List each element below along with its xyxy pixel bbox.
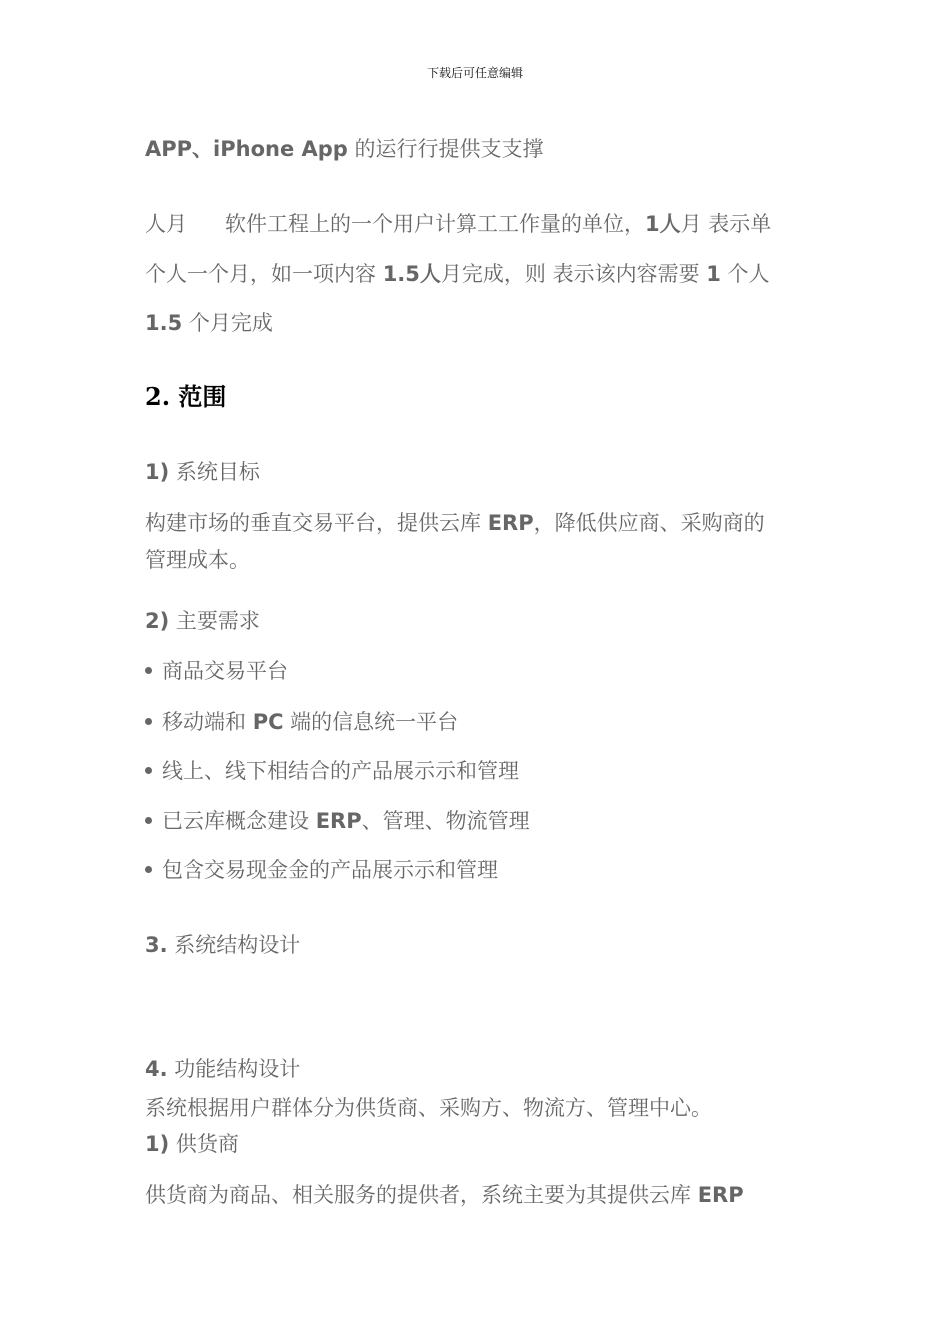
supplier-text: 供货商为商品、相关服务的提供者，系统主要为其提供云库 <box>145 1183 698 1207</box>
definition-text: 个月完成 <box>182 311 273 335</box>
list-item-bold: PC <box>252 710 284 734</box>
list-item <box>145 855 498 885</box>
list-item-text: 包含交易现金金的产品展示示和管理 <box>162 858 498 882</box>
list-item-text: 线上、线下相结合的产品展示示和管理 <box>162 759 519 783</box>
subheading-label: 供货商 <box>169 1132 239 1156</box>
goal-line-2: 管理成本。 <box>145 548 250 572</box>
page-header-note: 下载后可任意编辑 <box>426 66 523 80</box>
intro-text: 的运行行提供支支撑 <box>347 137 544 161</box>
subheading-main-requirements <box>145 606 260 636</box>
section-label: 功能结构设计 <box>167 1057 301 1081</box>
definition-text: 月 表示单 <box>680 212 772 236</box>
subheading-label: 系统目标 <box>169 460 260 484</box>
supplier-description <box>145 1180 744 1210</box>
goal-text: 构建市场的垂直交易平台，提供云库 <box>145 511 488 535</box>
list-item-text: 端的信息统一平台 <box>283 710 459 734</box>
definition-bold: 1.5 <box>145 311 183 335</box>
section-number: 3. <box>145 933 168 957</box>
section-4-heading <box>145 1054 300 1084</box>
list-item-text: 移动端和 <box>162 710 253 734</box>
goal-bold: ERP <box>487 511 534 535</box>
subheading-number: 1) <box>145 1132 170 1156</box>
section-label: 系统结构设计 <box>167 933 301 957</box>
subheading-number: 1) <box>145 460 170 484</box>
list-item <box>145 707 458 737</box>
bullet-icon <box>145 817 152 824</box>
list-item-text: 商品交易平台 <box>162 659 288 683</box>
bullet-icon <box>145 767 152 774</box>
definition-bold: 1 <box>706 262 721 286</box>
intro-bold: APP、iPhone App <box>145 137 348 161</box>
bullet-icon <box>145 718 152 725</box>
definition-text: 个人 <box>720 262 770 286</box>
supplier-bold: ERP <box>697 1183 744 1207</box>
definition-line-2 <box>145 259 770 289</box>
list-item <box>145 756 519 786</box>
subheading-system-goal <box>145 457 260 487</box>
definition-bold: 1.5人 <box>382 262 441 286</box>
section-4-description: 系统根据用户群体分为供货商、采购方、物流方、管理中心。 <box>145 1096 712 1120</box>
definition-text: 个人一个月，如一项内容 <box>145 262 383 286</box>
definition-line-1 <box>145 209 771 239</box>
subheading-number: 2) <box>145 609 170 633</box>
section-2-heading: 2. 范围 <box>145 382 227 411</box>
goal-text: ，降低供应商、采购商的 <box>533 511 765 535</box>
section-number: 4. <box>145 1057 168 1081</box>
section-3-heading <box>145 930 300 960</box>
list-item <box>145 806 530 836</box>
list-item <box>145 656 288 686</box>
goal-line-1 <box>145 508 765 538</box>
subheading-supplier <box>145 1129 239 1159</box>
definition-text: 月完成，则 表示该内容需要 <box>440 262 707 286</box>
list-item-bold: ERP <box>315 809 362 833</box>
intro-line <box>145 134 544 164</box>
bullet-icon <box>145 667 152 674</box>
definition-text: 软件工程上的一个用户计算工工作量的单位， <box>225 212 645 236</box>
bullet-icon <box>145 866 152 873</box>
list-item-text: 、管理、物流管理 <box>361 809 530 833</box>
definition-line-3 <box>145 308 273 338</box>
definition-bold: 1人 <box>645 212 681 236</box>
subheading-label: 主要需求 <box>169 609 260 633</box>
list-item-text: 已云库概念建设 <box>162 809 316 833</box>
term: 人月 <box>145 212 187 236</box>
